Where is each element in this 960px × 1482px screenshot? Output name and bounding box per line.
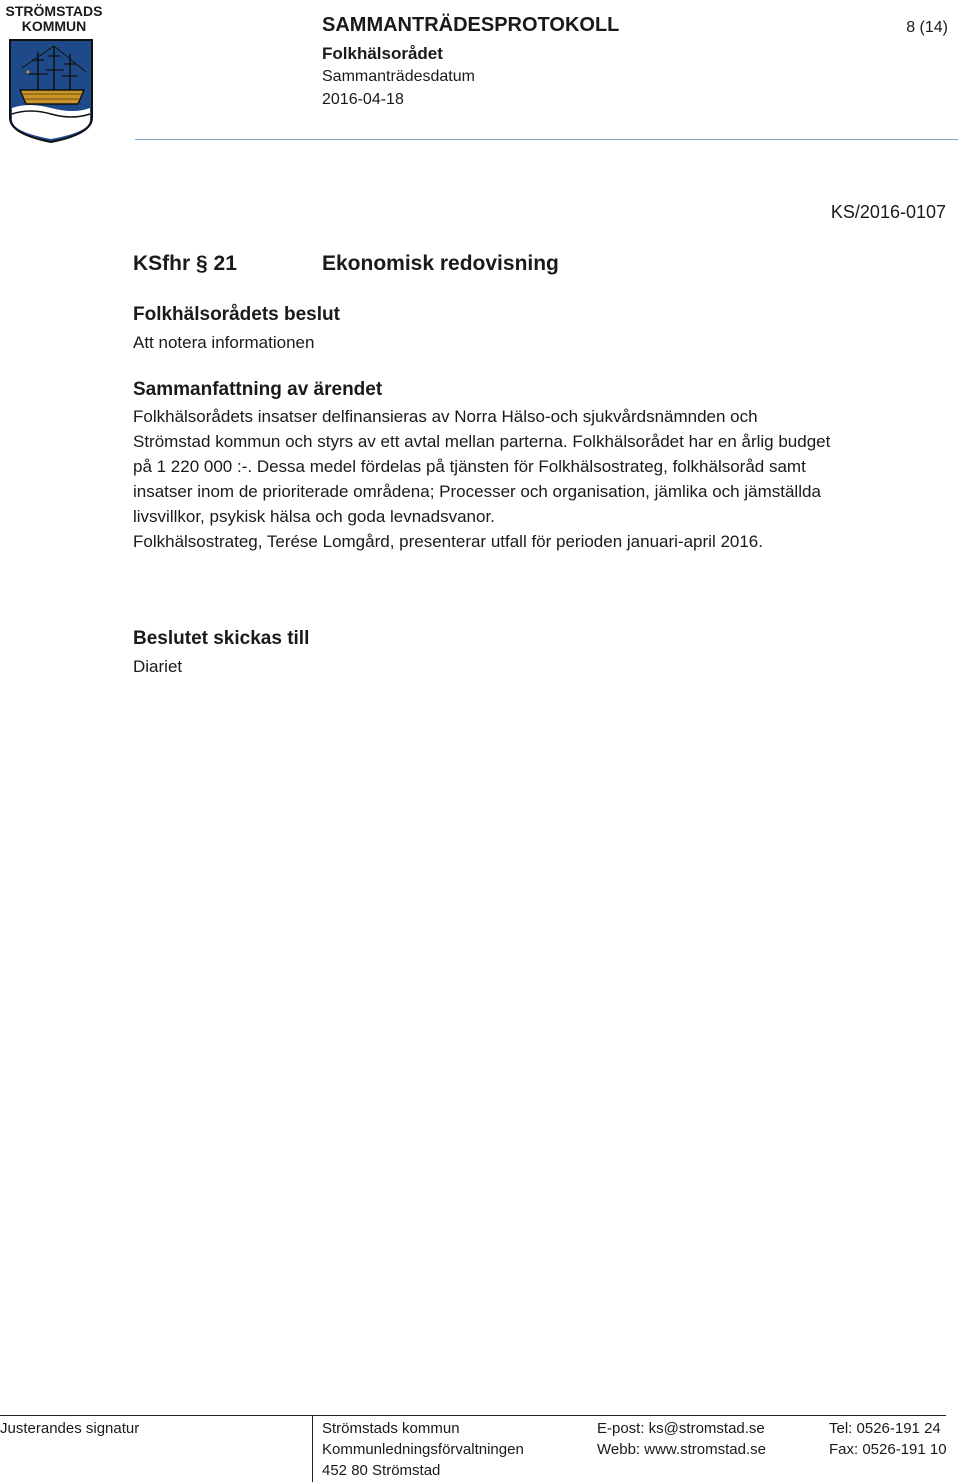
protocol-title: SAMMANTRÄDESPROTOKOLL <box>322 14 620 36</box>
decision-text: Att notera informationen <box>133 333 315 352</box>
meeting-date-label: Sammanträdesdatum <box>322 68 475 85</box>
signature-box-divider <box>312 1415 313 1482</box>
sent-to-heading: Beslutet skickas till <box>133 628 310 649</box>
ship-crest-icon <box>8 38 94 144</box>
decision-heading: Folkhälsorådets beslut <box>133 304 340 325</box>
case-number: KS/2016-0107 <box>830 202 946 222</box>
footer-phone-block <box>829 1418 947 1460</box>
summary-text <box>133 404 833 554</box>
footer-contact-block <box>597 1418 766 1460</box>
logo-line-2: KOMMUN <box>21 18 87 34</box>
paragraph-title: Ekonomisk redovisning <box>322 252 559 275</box>
organ-name: Folkhälsorådet <box>322 44 443 63</box>
footer-municipality: Strömstads kommun <box>322 1420 460 1437</box>
footer-divider <box>0 1415 946 1416</box>
paragraph-number: KSfhr § 21 <box>133 252 237 275</box>
page-number: 8 (14) <box>906 19 948 36</box>
footer-phone: Tel: 0526-191 24 <box>829 1420 941 1437</box>
signature-label: Justerandes signatur <box>0 1420 140 1437</box>
summary-paragraph-1: Folkhälsorådets insatser delfinansieras av Norra Hälso-och sjukvårdsnämnden och Strömstad kommun och styrs av ett avtal mellan parterna. Folkhälsorådet har en årlig budget på 1 220 000 :-. Dessa medel fördelas på tjänsten för Folkhälsostrateg, folkhälsoråd samt insatser inom de prioriterade områdena; Processer och organisation, jämlika och jämställda livsvillkor, psykisk hälsa och goda levnadsvanor. <box>133 407 831 526</box>
municipality-logo-text <box>4 4 104 34</box>
summary-paragraph-2: Folkhälsostrateg, Terése Lomgård, presenterar utfall för perioden januari-april 2016. <box>133 532 763 551</box>
meeting-date: 2016-04-18 <box>322 91 404 108</box>
footer-department: Kommunledningsförvaltningen <box>322 1441 524 1458</box>
header-divider <box>135 139 958 140</box>
footer-email: E-post: ks@stromstad.se <box>597 1420 765 1437</box>
summary-heading: Sammanfattning av ärendet <box>133 379 383 400</box>
sent-to-text: Diariet <box>133 657 183 676</box>
footer-web: Webb: www.stromstad.se <box>597 1441 766 1458</box>
footer-address-block <box>322 1418 524 1481</box>
footer-fax: Fax: 0526-191 10 <box>829 1441 947 1458</box>
footer-address: 452 80 Strömstad <box>322 1462 441 1479</box>
logo-line-1: STRÖMSTADS <box>5 3 103 19</box>
